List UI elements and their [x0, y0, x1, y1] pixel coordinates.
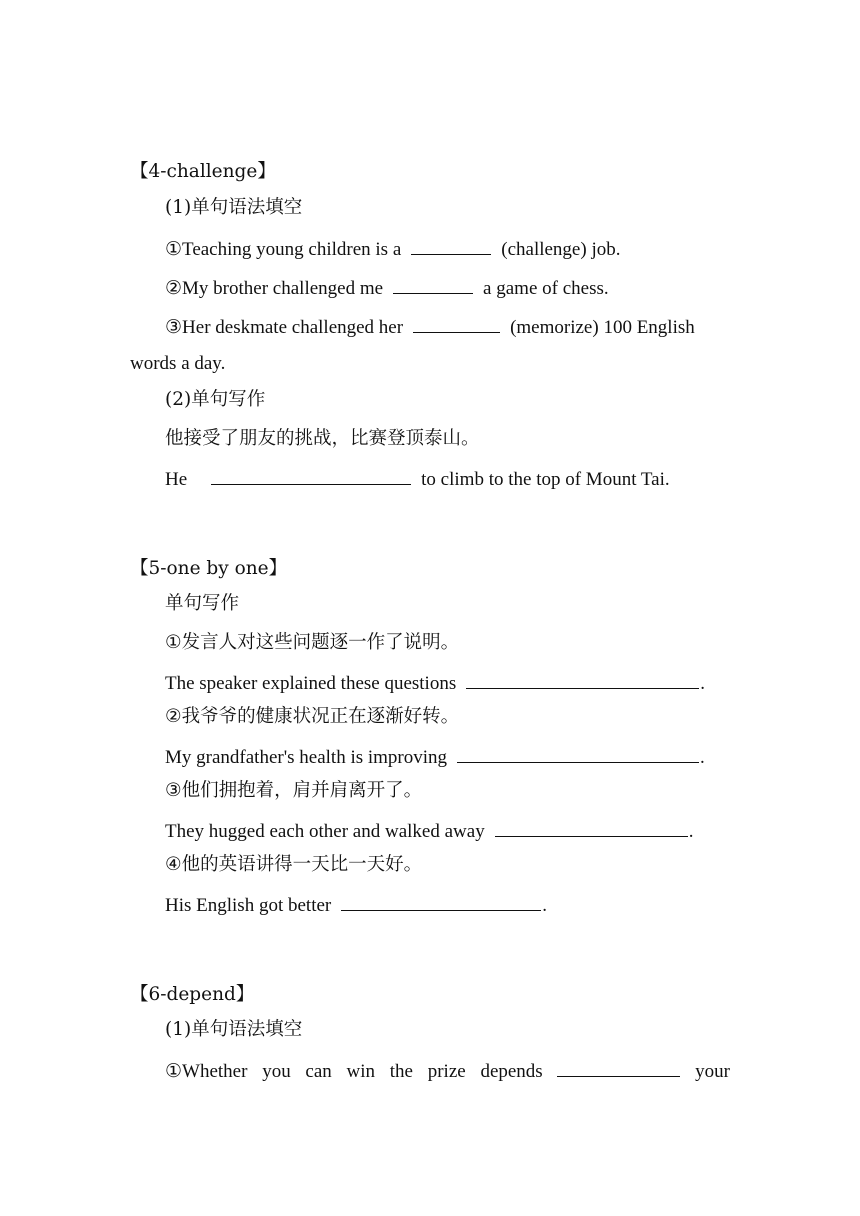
- sentence-start: My grandfather's health is improving: [165, 747, 448, 768]
- writing-prompt-chinese: ③他们拥抱着，肩并肩离开了。: [165, 780, 423, 801]
- question-word: your: [695, 1061, 730, 1082]
- writing-prompt-chinese: ①发言人对这些问题逐一作了说明。: [165, 632, 460, 653]
- answer-blank[interactable]: [393, 275, 473, 294]
- answer-blank[interactable]: [457, 744, 699, 763]
- question-word: win: [346, 1061, 376, 1082]
- sentence-end: to climb to the top of Mount Tai.: [421, 469, 670, 490]
- sentence-start: The speaker explained these questions: [165, 673, 457, 694]
- part-title-sentence-writing: 单句写作: [165, 593, 240, 614]
- question-word: you: [262, 1061, 291, 1082]
- part-title-grammar-fill: (1)单句语法填空: [165, 197, 303, 218]
- part-title-sentence-writing: (2)单句写作: [165, 389, 266, 410]
- question-word: the: [389, 1061, 413, 1082]
- sentence-start: He: [165, 469, 188, 490]
- writing-answer-line: [165, 670, 705, 696]
- question-word: can: [305, 1061, 332, 1082]
- sentence-end: .: [542, 895, 547, 916]
- question-text: ②My brother challenged me: [165, 278, 384, 299]
- sentence-start: They hugged each other and walked away: [165, 821, 485, 842]
- writing-answer-line: [165, 892, 547, 918]
- question-4-3-continued: words a day.: [130, 353, 226, 374]
- question-word: prize: [427, 1061, 466, 1082]
- answer-blank[interactable]: [495, 818, 688, 837]
- sentence-end: .: [700, 673, 705, 694]
- answer-blank[interactable]: [411, 236, 491, 255]
- writing-answer-line: [165, 744, 705, 770]
- question-4-1: [165, 236, 620, 262]
- writing-prompt-chinese: ④他的英语讲得一天比一天好。: [165, 854, 423, 875]
- writing-prompt-chinese: 他接受了朋友的挑战，比赛登顶泰山。: [165, 428, 480, 449]
- question-text: (challenge) job.: [501, 239, 621, 260]
- section-heading-depend: 【6-depend】: [130, 984, 255, 1005]
- question-4-2: [165, 275, 609, 301]
- sentence-end: .: [688, 821, 694, 842]
- answer-blank[interactable]: [413, 314, 500, 333]
- writing-answer-line: [165, 466, 670, 492]
- question-6-1: [165, 1058, 730, 1084]
- question-4-3: [165, 314, 695, 340]
- writing-prompt-chinese: ②我爷爷的健康状况正在逐渐好转。: [165, 706, 460, 727]
- answer-blank[interactable]: [557, 1058, 680, 1077]
- answer-blank[interactable]: [211, 466, 411, 485]
- part-title-grammar-fill: (1)单句语法填空: [165, 1019, 303, 1040]
- question-word: depends: [480, 1061, 543, 1082]
- question-word: ①Whether: [165, 1061, 248, 1082]
- sentence-end: .: [700, 747, 705, 768]
- section-heading-one-by-one: 【5-one by one】: [130, 558, 288, 579]
- writing-answer-line: [165, 818, 693, 844]
- question-text: (memorize) 100 English: [510, 317, 695, 338]
- question-text: a game of chess.: [483, 278, 609, 299]
- question-text: ①Teaching young children is a: [165, 239, 402, 260]
- answer-blank[interactable]: [466, 670, 699, 689]
- answer-blank[interactable]: [341, 892, 541, 911]
- sentence-start: His English got better: [165, 895, 332, 916]
- section-heading-challenge: 【4-challenge】: [130, 161, 276, 182]
- question-text: ③Her deskmate challenged her: [165, 317, 404, 338]
